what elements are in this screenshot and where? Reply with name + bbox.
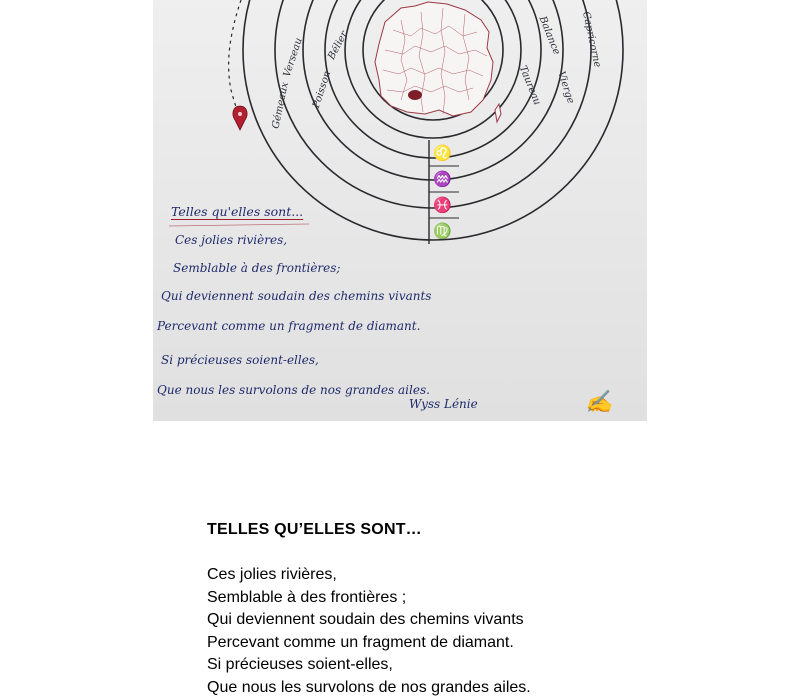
typed-poem-line: Si précieuses soient-elles, (207, 656, 393, 673)
handwritten-poem-line: Si précieuses soient-elles, (161, 353, 319, 367)
handwritten-poem-line: Que nous les survolons de nos grandes ailes. (157, 383, 430, 397)
handwritten-poem-line: Ces jolies rivières, (175, 233, 288, 247)
zodiac-glyph: ♍ (433, 222, 452, 240)
zodiac-label: Poisson (310, 69, 334, 110)
handwritten-poem-line: Qui deviennent soudain des chemins vivants (161, 289, 432, 303)
zodiac-label: Capricorne (580, 10, 603, 69)
highlighted-region (408, 90, 422, 100)
zodiac-label: Bélier (326, 29, 351, 62)
zodiac-label: Gémeaux (270, 81, 291, 130)
typed-poem-title: TELLES QU’ELLES SONT… (207, 521, 422, 538)
handwritten-poem-line: Percevant comme un fragment de diamant. (157, 319, 421, 333)
typed-poem-line: Ces jolies rivières, (207, 566, 337, 583)
zodiac-label: Vierge (555, 69, 577, 106)
typed-poem-line: Qui deviennent soudain des chemins vivants (207, 611, 524, 628)
handwritten-author: Wyss Lénie (409, 397, 478, 411)
zodiac-glyph: ♌ (433, 144, 452, 162)
typed-poem (207, 519, 531, 699)
zodiac-glyph: ♒ (433, 170, 452, 188)
typed-poem-line: Que nous les survolons de nos grandes ailes. (207, 678, 531, 696)
typed-poem-line: Percevant comme un fragment de diamant. (207, 633, 514, 651)
handwritten-poem-title: Telles qu'elles sont... (171, 204, 304, 219)
location-pin-icon (233, 106, 247, 130)
handwritten-poem-line: Semblable à des frontières; (173, 261, 341, 275)
handwritten-sheet-photo (153, 0, 647, 421)
zodiac-label: Balance (536, 14, 562, 57)
zodiac-label: Taureau (516, 64, 543, 107)
france-map (375, 2, 501, 122)
zodiac-glyph: ♓ (433, 196, 452, 214)
typed-poem-line: Semblable à des frontières ; (207, 588, 407, 606)
zodiac-label: Verseau (281, 36, 305, 79)
signature-icon: ✍ (585, 390, 613, 415)
